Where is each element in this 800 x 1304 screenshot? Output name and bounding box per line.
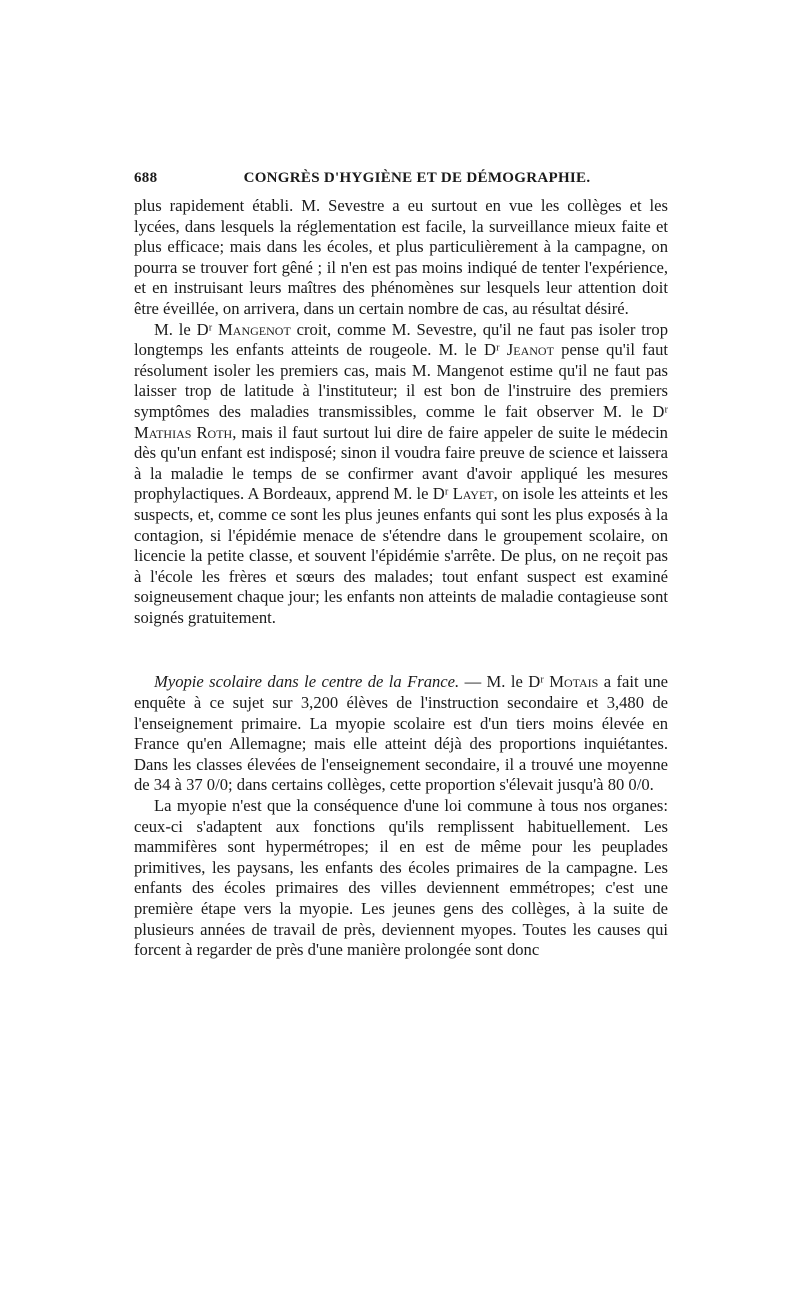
- page-number: 688: [134, 170, 158, 186]
- paragraph-3-text-2: a fait une enquête à ce sujet sur 3,200 élèves de l'instruction secondaire et 3,480 de l'enseignement primaire. La myopie scolaire est d'un tiers moins élevée en France qu'en Allemagne; mais elle atteint déjà des proportions inquiétantes. Dans les classes élevées de l'enseignement secondaire, il a trouvé une moyenne de 34 à 37 0/0; dans certains collèges, cette proportion s'élevait jusqu'à 80 0/0.: [134, 672, 668, 795]
- paragraph-1: plus rapidement établi. M. Sevestre a eu surtout en vue les collèges et les lycées, dans lesquels la réglementation est facile, la surveillance mieux faite et plus efficace; mais dans les écoles, et plus particulièrement à la campagne, on pourra se trouver fort gêné ; il n'en est pas moins indiqué de tenter l'expérience, et en instruisant leurs maîtres des phénomènes sur lesquels leur attention doit être éveillée, on arrivera, dans un certain nombre de cas, au résultat désiré.: [134, 196, 668, 318]
- author-name-mathias-roth: Mathias Roth: [134, 422, 233, 442]
- paragraph-3-myopie: [134, 672, 668, 796]
- paragraph-2-text-1: M. le Dʳ: [154, 319, 219, 339]
- paragraph-2: [134, 320, 668, 629]
- paragraph-4: La myopie n'est que la conséquence d'une loi commune à tous nos organes: ceux-ci s'adaptent aux fonctions qu'ils remplissent habituellement. Les mammifères sont hypermétropes; il en est de même pour les peuplades primitives, les paysans, les enfants des écoles primaires de la campagne. Les enfants des écoles primaires des villes deviennent emmétropes; c'est une première étape vers la myopie. Les jeunes gens des collèges, à la suite de plusieurs années de travail de près, deviennent myopes. Toutes les causes qui forcent à regarder de près d'une manière prolongée sont donc: [134, 796, 668, 960]
- paragraph-2-text-4: , mais il faut surtout lui dire de faire appeler de suite le médecin dès qu'un enfant est indisposé; sinon il voudra faire preuve de science et laissera à la maladie le temps de se confirmer avant d'avoir appliqué les mesures prophylactiques. A Bordeaux, apprend M. le Dʳ: [134, 422, 668, 504]
- author-name-jeanot: Jeanot: [506, 340, 554, 360]
- paragraph-2-text-2: croit, comme M. Sevestre, qu'il ne faut pas isoler trop longtemps les enfants atteints de rougeole. M. le Dʳ: [134, 319, 668, 360]
- running-header: [134, 170, 668, 196]
- paragraph-3-text-1: — M. le Dʳ: [459, 672, 550, 692]
- paragraph-2-text-3: pense qu'il faut résolument isoler les premiers cas, mais M. Mangenot estime qu'il ne faut pas laisser trop de latitude à l'instituteur; il est bon de l'instruire des premiers symptômes des maladies transmissibles, comme le fait observer M. le Dʳ: [134, 340, 668, 421]
- author-name-layet: Layet: [452, 484, 494, 504]
- running-title: CONGRÈS D'HYGIÈNE ET DE DÉMOGRAPHIE.: [243, 170, 591, 186]
- book-page: [134, 170, 668, 961]
- author-name-motais: Motais: [549, 672, 599, 692]
- section-heading-myopie: Myopie scolaire dans le centre de la France.: [154, 672, 460, 692]
- author-name-mangenot: Mangenot: [218, 319, 291, 339]
- paragraph-2-text-5: , on isole les atteints et les suspects, et, comme ce sont les plus jeunes enfants qui sont les plus exposés à la contagion, si l'épidémie menace de s'étendre dans le groupement scolaire, on licencie la petite classe, et souvent l'épidémie s'arrête. De plus, on ne reçoit pas à l'école les frères et sœurs des malades; tout enfant suspect est examiné soigneusement chaque jour; les enfants non atteints de maladie contagieuse sont soignés gratuitement.: [134, 484, 668, 627]
